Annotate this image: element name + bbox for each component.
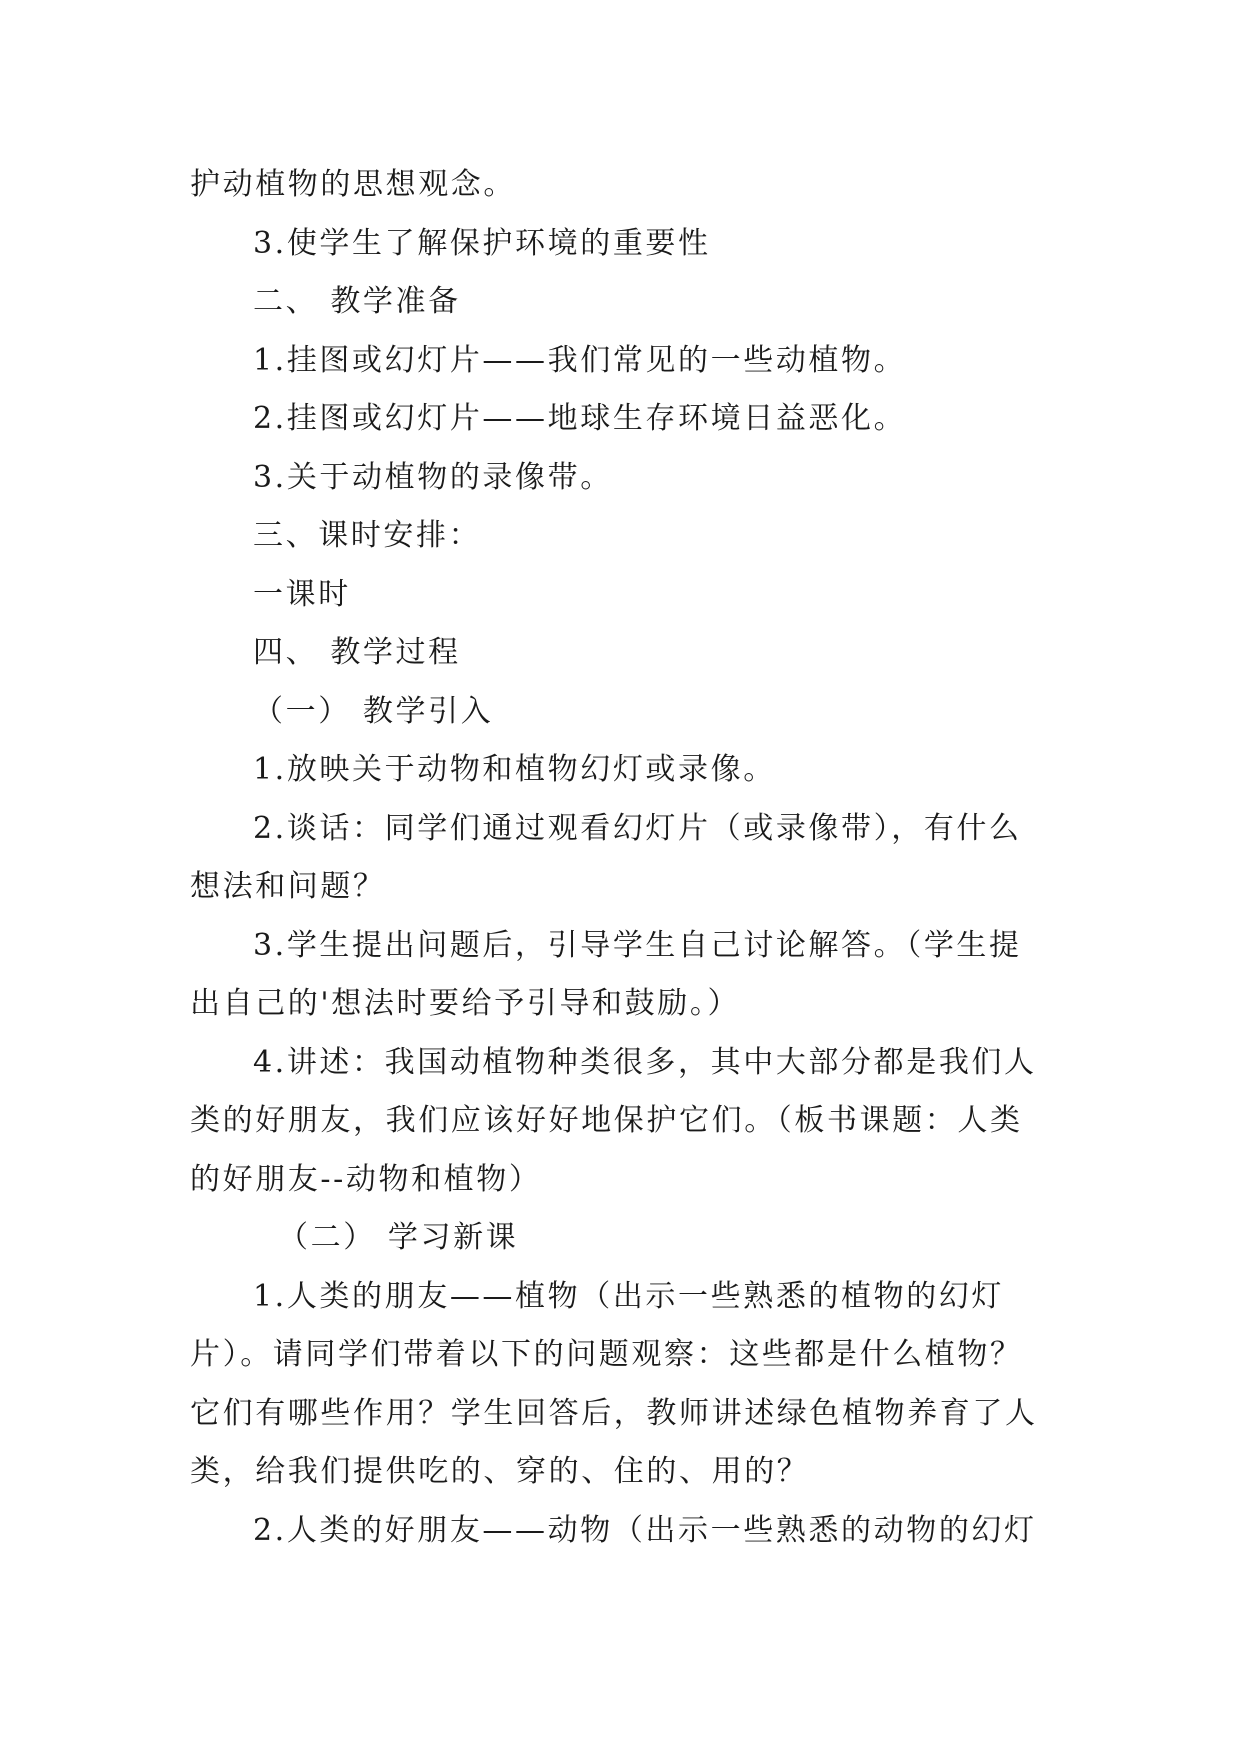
- paragraph-line: 1.人类的朋友——植物（出示一些熟悉的植物的幻灯: [253, 1278, 1005, 1314]
- paragraph-line: 类，给我们提供吃的、穿的、住的、用的？: [190, 1454, 810, 1489]
- paragraph-line: 2.挂图或幻灯片——地球生存环境日益恶化。: [253, 401, 907, 436]
- paragraph-line: 3.学生提出问题后，引导学生自己讨论解答。（学生提: [253, 927, 1022, 963]
- subsection-heading: （二） 学习新课: [278, 1220, 519, 1255]
- paragraph-line: 的好朋友--动物和植物）: [190, 1161, 542, 1197]
- paragraph-line: 出自己的'想法时要给予引导和鼓励。）: [190, 986, 741, 1021]
- section-heading: 二、 教学准备: [253, 284, 461, 319]
- paragraph-line: 4.讲述：我国动植物种类很多，其中大部分都是我们人: [253, 1044, 1037, 1080]
- paragraph-line: 想法和问题？: [190, 869, 386, 904]
- paragraph-line: 2.谈话：同学们通过观看幻灯片（或录像带），有什么: [253, 810, 1022, 846]
- paragraph-line: 3.使学生了解保护环境的重要性: [253, 225, 711, 261]
- subsection-heading: （一） 教学引入: [253, 693, 494, 729]
- paragraph-line: 1.挂图或幻灯片——我们常见的一些动植物。: [253, 342, 907, 378]
- paragraph-line: 3.关于动植物的录像带。: [253, 459, 613, 495]
- section-heading: 三、课时安排：: [253, 518, 482, 553]
- section-heading: 四、 教学过程: [253, 635, 461, 670]
- document-body: [190, 156, 1050, 1560]
- paragraph-line: 1.放映关于动物和植物幻灯或录像。: [253, 752, 776, 787]
- paragraph-line: 片）。请同学们带着以下的问题观察：这些都是什么植物？: [190, 1337, 1023, 1372]
- paragraph-line: 2.人类的好朋友——动物（出示一些熟悉的动物的幻灯: [253, 1512, 1037, 1548]
- paragraph-line: 类的好朋友，我们应该好好地保护它们。（板书课题：人类: [190, 1103, 1023, 1138]
- paragraph-line: 它们有哪些作用？学生回答后，教师讲述绿色植物养育了人: [190, 1395, 1038, 1431]
- paragraph-line: 护动植物的思想观念。: [190, 167, 516, 202]
- paragraph-line: 一课时: [253, 576, 351, 612]
